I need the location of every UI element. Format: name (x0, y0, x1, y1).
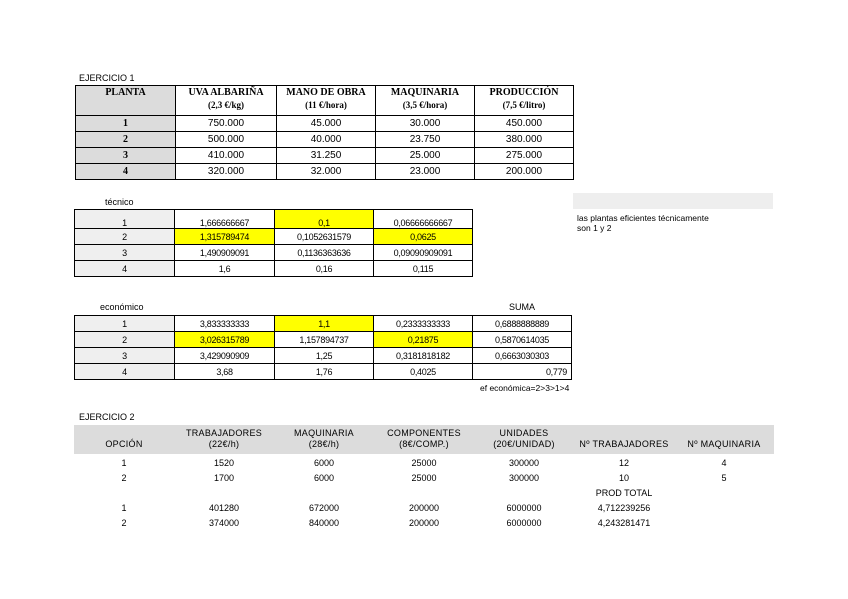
cell-sum: 0,6888888889 (473, 316, 572, 332)
table-row (75, 348, 572, 364)
note-band (573, 193, 773, 209)
ej2-header-n-trabajadores: Nº TRABAJADORES (579, 439, 669, 449)
table-row (75, 210, 473, 229)
cell: 23.000 (376, 164, 475, 180)
cell: 6000 (313, 457, 335, 468)
cell: 0,09090909091 (374, 245, 473, 261)
cell: 380.000 (475, 132, 574, 148)
table-row (76, 132, 574, 148)
ej1-header-row (76, 86, 574, 116)
ej2-header-unidades: UNIDADES (20€/UNIDAD) (493, 428, 555, 449)
cell: 401280 (208, 502, 240, 513)
table-row (74, 485, 774, 500)
ej1-header-maquinaria: MAQUINARIA (3,5 €/hora) (376, 86, 475, 116)
cell-highlight: 1,315789474 (175, 229, 275, 245)
table-row (76, 116, 574, 132)
cell: 1,666666667 (175, 210, 275, 229)
cell: 31.250 (277, 148, 376, 164)
row-label: 2 (75, 229, 175, 245)
cell: 0,4025 (374, 364, 473, 380)
cell: 672000 (308, 502, 340, 513)
ej1-header-uva: UVA ALBARIÑA (2,3 €/kg) (176, 86, 277, 116)
cell: 25.000 (376, 148, 475, 164)
cell: 275.000 (475, 148, 574, 164)
cell: 0,115 (374, 261, 473, 277)
cell: 4,243281471 (597, 517, 651, 528)
cell: 1 (121, 457, 127, 468)
cell: 300000 (508, 457, 540, 468)
cell: 3,833333333 (175, 316, 275, 332)
cell: 1,76 (275, 364, 374, 380)
cell-highlight: 1,1 (275, 316, 374, 332)
ej2-header-componentes: COMPONENTES (8€/COMP.) (387, 428, 461, 449)
cell: 0,1136363636 (275, 245, 374, 261)
economico-table (74, 315, 572, 380)
tecnico-note (577, 213, 709, 233)
tecnico-note-line2: son 1 y 2 (577, 223, 612, 233)
cell: 3,429090909 (175, 348, 275, 364)
cell: 374000 (208, 517, 240, 528)
table-row (75, 316, 572, 332)
row-label: 3 (75, 348, 175, 364)
cell: 0,06666666667 (374, 210, 473, 229)
ej1-title: EJERCICIO 1 (79, 73, 135, 83)
cell: 200.000 (475, 164, 574, 180)
cell-highlight: 0,0625 (374, 229, 473, 245)
ej2-header-maquinaria: MAQUINARIA (28€/h) (293, 428, 354, 449)
ej1-header-produccion: PRODUCCIÓN (7,5 €/litro) (475, 86, 574, 116)
tecnico-note-line1: las plantas eficientes técnicamente (577, 213, 709, 223)
row-label: 3 (75, 245, 175, 261)
row-label: 2 (75, 332, 175, 348)
cell: 5 (721, 472, 727, 483)
table-row (76, 148, 574, 164)
cell: 450.000 (475, 116, 574, 132)
table-row (74, 470, 774, 485)
cell: 200000 (408, 502, 440, 513)
cell: 0,1052631579 (275, 229, 374, 245)
cell: 1,25 (275, 348, 374, 364)
tecnico-table (74, 209, 473, 277)
table-row (75, 245, 473, 261)
table-row (76, 164, 574, 180)
cell: 500.000 (176, 132, 277, 148)
row-label: 1 (75, 316, 175, 332)
table-row (74, 455, 774, 470)
cell-sum: 0,5870614035 (473, 332, 572, 348)
ej1-table (75, 85, 574, 180)
cell: 2 (121, 517, 127, 528)
cell: 4 (721, 457, 727, 468)
row-label: 2 (76, 132, 176, 148)
cell: 0,16 (275, 261, 374, 277)
table-row (75, 261, 473, 277)
cell: 410.000 (176, 148, 277, 164)
row-label: 3 (76, 148, 176, 164)
cell-highlight: 0,21875 (374, 332, 473, 348)
cell-sum: 0,779 (473, 364, 572, 380)
cell: 1,6 (175, 261, 275, 277)
cell: 12 (618, 457, 629, 468)
cell: 6000 (313, 472, 335, 483)
cell: 23.750 (376, 132, 475, 148)
cell-sum: 0,6663030303 (473, 348, 572, 364)
cell: 10 (618, 472, 629, 483)
ej1-header-mano-obra: MANO DE OBRA (11 €/hora) (277, 86, 376, 116)
ej2-header-trabajadores: TRABAJADORES (22€/h) (185, 428, 263, 449)
cell: 40.000 (277, 132, 376, 148)
suma-label: SUMA (509, 302, 536, 312)
row-label: 4 (76, 164, 176, 180)
cell: 25000 (411, 457, 437, 468)
ej2-header-n-maquinaria: Nº MAQUINARIA (687, 439, 761, 449)
cell: 1,157894737 (275, 332, 374, 348)
cell: 0,2333333333 (374, 316, 473, 332)
cell: 25000 (411, 472, 437, 483)
cell: 4,712239256 (597, 502, 651, 513)
ej2-header-opcion: OPCIÓN (105, 439, 143, 449)
economico-conclusion: ef económica=2>3>1>4 (480, 383, 570, 393)
table-row (74, 515, 774, 530)
ej1-header-planta: PLANTA (76, 86, 176, 116)
cell: 840000 (308, 517, 340, 528)
cell: 1520 (213, 457, 235, 468)
cell: 45.000 (277, 116, 376, 132)
cell: 6000000 (506, 502, 542, 513)
cell: 200000 (408, 517, 440, 528)
ej2-table-1 (74, 455, 774, 530)
cell: 3,68 (175, 364, 275, 380)
row-label: 4 (75, 261, 175, 277)
cell: 320.000 (176, 164, 277, 180)
row-label: 4 (75, 364, 175, 380)
cell: 750.000 (176, 116, 277, 132)
ej2-title: EJERCICIO 2 (79, 412, 135, 422)
cell-highlight: 3,026315789 (175, 332, 275, 348)
cell: 1,490909091 (175, 245, 275, 261)
row-label: 1 (76, 116, 176, 132)
prod-total-label: PROD TOTAL (595, 487, 653, 498)
table-row (74, 500, 774, 515)
cell: 32.000 (277, 164, 376, 180)
tecnico-title: técnico (105, 197, 134, 207)
table-row (75, 332, 572, 348)
cell: 1 (121, 502, 127, 513)
row-label: 1 (75, 210, 175, 229)
cell: 0,3181818182 (374, 348, 473, 364)
cell: 300000 (508, 472, 540, 483)
economico-title: económico (100, 302, 144, 312)
table-row (75, 364, 572, 380)
cell: 1700 (213, 472, 235, 483)
table-row (75, 229, 473, 245)
cell: 6000000 (506, 517, 542, 528)
cell-highlight: 0,1 (275, 210, 374, 229)
cell: 2 (121, 472, 127, 483)
cell: 30.000 (376, 116, 475, 132)
